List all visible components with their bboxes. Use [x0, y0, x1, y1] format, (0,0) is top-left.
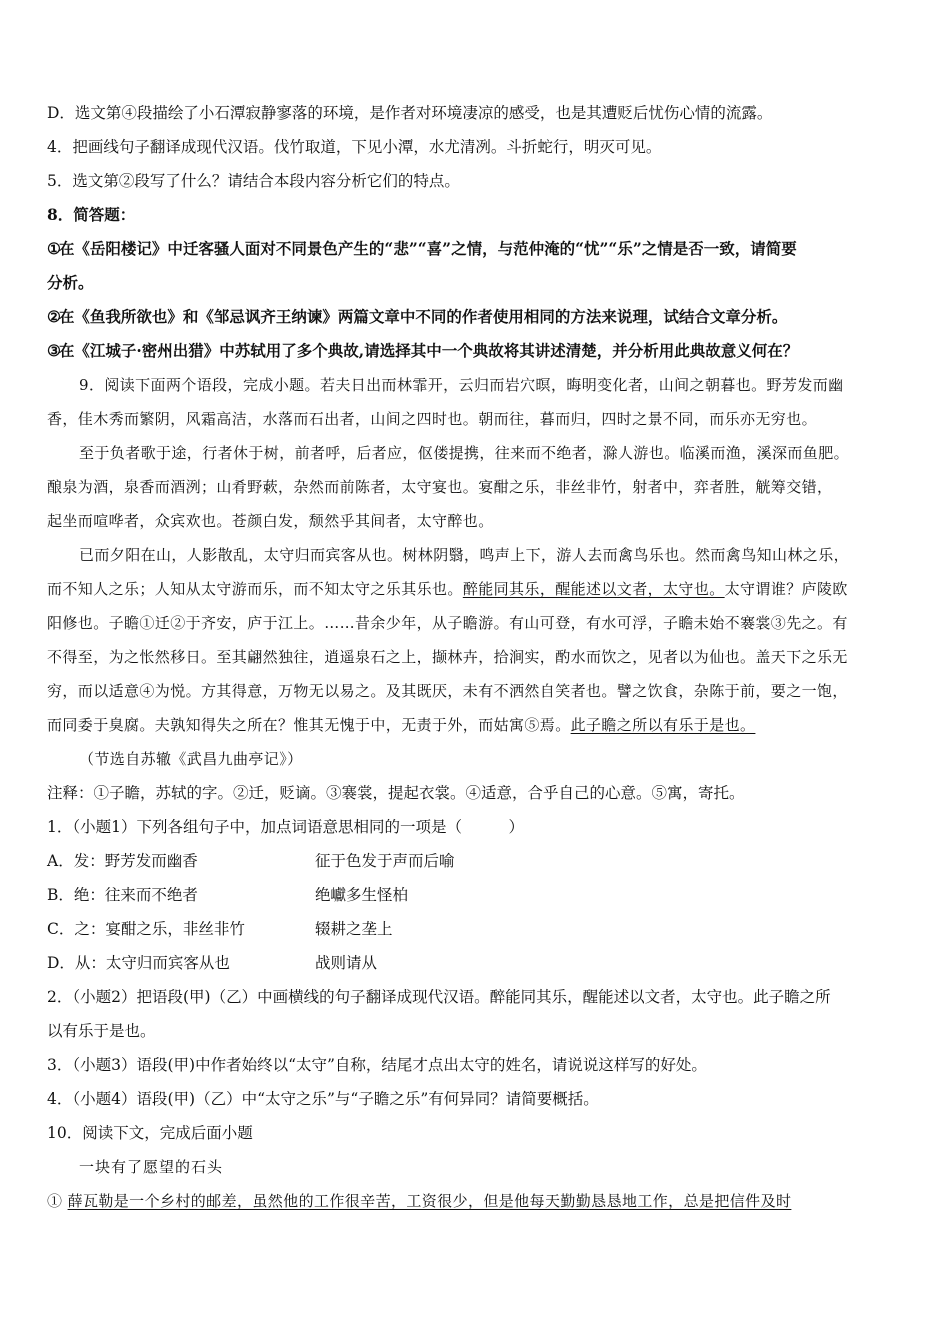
subquestion-1-option-d [47, 946, 907, 980]
option-right: 战则请从 [315, 954, 378, 972]
option-d: D．选文第④段描绘了小石潭寂静寥落的环境，是作者对环境凄凉的感受，也是其遭贬后忧伤心情的流露。 [47, 104, 773, 122]
q9-para3-line2 [47, 572, 907, 606]
underlined-sentence: 此子瞻之所以有乐于是也。 [570, 716, 756, 734]
q9-notes: 注释：①子瞻，苏轼的字。②迁，贬谪。③褰裳，提起衣裳。④适意，合乎自己的心意。⑤寓，寄托。 [47, 784, 745, 802]
text-segment: 而不知人之乐；人知从太守游而乐，而不知太守之乐其乐也。 [47, 580, 463, 598]
option-left: A．发：野芳发而幽香 [47, 852, 198, 870]
q9-para3-line4: 不得至，为之怅然移日。至其翩然独往，逍遥泉石之上，撷林卉，拾涧实，酌水而饮之，见者以为仙也。盖天下之乐无 [47, 648, 848, 666]
question-8-item-1-cont: 分析。 [47, 273, 94, 292]
q9-para3-line6 [47, 708, 907, 742]
question-8-item-2 [47, 300, 907, 334]
subquestion-1: 1．（小题1）下列各组句子中，加点词语意思相同的一项是（ ） [47, 818, 524, 836]
q9-para3-line3: 阳修也。子瞻①迁②于齐安，庐于江上。……昔余少年，从子瞻游。有山可登，有水可浮，子瞻未始不褰裳③先之。有 [47, 614, 848, 632]
question-8-item-1 [47, 232, 907, 266]
underlined-sentence: 醉能同其乐，醒能述以文者，太守也。 [462, 580, 725, 598]
question-4: 4．把画线句子翻译成现代汉语。伐竹取道，下见小潭，水尤清冽。斗折蛇行，明灭可见。 [47, 138, 662, 156]
option-left: D．从：太守归而宾客从也 [47, 954, 230, 972]
subquestion-2: 2．（小题2）把语段(甲)（乙）中画横线的句子翻译成现代汉语。醉能同其乐，醒能述以文者，太守也。此子瞻之所 [47, 988, 831, 1006]
q9-para1-line2: 香，佳木秀而繁阴，风霜高洁，水落而石出者，山间之四时也。朝而往，暮而归，四时之景不同，而乐亦无穷也。 [47, 410, 818, 428]
paragraph-number: ① [47, 1192, 63, 1210]
q10-para1-line1 [47, 1184, 907, 1218]
underlined-sentence: 薛瓦勒是一个乡村的邮差，虽然他的工作很辛苦，工资很少，但是他每天勤勤恳恳地工作，总是把信件及时 [67, 1192, 792, 1210]
subquestion-1-option-a [47, 844, 907, 878]
option-right: 辍耕之垄上 [315, 920, 393, 938]
q9-para3-line5: 穷，而以适意④为悦。方其得意，万物无以易之。及其既厌，未有不洒然自笑者也。譬之饮食，杂陈于前，要之一饱， [47, 682, 848, 700]
option-left: B．绝：往来而不绝者 [47, 886, 198, 904]
q9-para1-line1: 9．阅读下面两个语段，完成小题。若夫日出而林霏开，云归而岩穴暝，晦明变化者，山间之朝暮也。野芳发而幽 [79, 376, 844, 394]
q10-article-title: 一块有了愿望的石头 [79, 1158, 224, 1176]
option-right: 绝巘多生怪柏 [315, 886, 409, 904]
question-5: 5．选文第②段写了什么？请结合本段内容分析它们的特点。 [47, 172, 460, 190]
document-page [47, 96, 907, 1218]
subquestion-2-cont: 以有乐于是也。 [47, 1022, 156, 1040]
subquestion-3: 3．（小题3）语段(甲)中作者始终以“太守”自称，结尾才点出太守的姓名，请说说这样写的好处。 [47, 1056, 707, 1074]
q9-para2-line3: 起坐而喧哗者，众宾欢也。苍颜白发，颓然乎其间者，太守醉也。 [47, 512, 494, 530]
q9-para2-line1: 至于负者歌于途，行者休于树，前者呼，后者应，伛偻提携，往来而不绝者，滁人游也。临溪而渔，溪深而鱼肥。 [79, 444, 850, 462]
item-number: ① [47, 239, 59, 258]
item-number: ② [47, 307, 59, 326]
text-segment: 太守谓谁？庐陵欧 [724, 580, 848, 598]
option-left: C．之：宴酣之乐，非丝非竹 [47, 920, 245, 938]
text-segment: 而同委于臭腐。夫孰知得失之所在？惟其无愧于中，无责于外，而姑寓⑤焉。 [47, 716, 571, 734]
q9-para2-line2: 酿泉为酒，泉香而酒洌；山肴野蔌，杂然而前陈者，太守宴也。宴酣之乐，非丝非竹，射者中，弈者胜，觥筹交错， [47, 478, 833, 496]
subquestion-1-option-b [47, 878, 907, 912]
question-8-item-3 [47, 334, 907, 368]
item-text: 在《鱼我所欲也》和《邹忌讽齐王纳谏》两篇文章中不同的作者使用相同的方法来说理，试结合文章分析。 [58, 307, 788, 326]
item-number: ③ [47, 341, 59, 360]
option-right: 征于色发于声而后喻 [315, 852, 455, 870]
question-8-title: 8．简答题： [47, 205, 136, 224]
subquestion-4: 4．（小题4）语段(甲)（乙）中“太守之乐”与“子瞻之乐”有何异同？请简要概括。 [47, 1090, 599, 1108]
q9-para3-line1: 已而夕阳在山，人影散乱，太守归而宾客从也。树林阴翳，鸣声上下，游人去而禽鸟乐也。然而禽鸟知山林之乐， [79, 546, 850, 564]
item-text: 在《江城子·密州出猎》中苏轼用了多个典故,请选择其中一个典故将其讲述清楚，并分析用此典故意义何在？ [58, 341, 799, 360]
question-10: 10．阅读下文，完成后面小题 [47, 1124, 253, 1142]
item-text: 在《岳阳楼记》中迁客骚人面对不同景色产生的“悲”“喜”之情，与范仲淹的“忧”“乐”之情是否一致，请简要 [58, 239, 797, 258]
subquestion-1-option-c [47, 912, 907, 946]
q9-source: （节选自苏辙《武昌九曲亭记》） [79, 750, 303, 768]
